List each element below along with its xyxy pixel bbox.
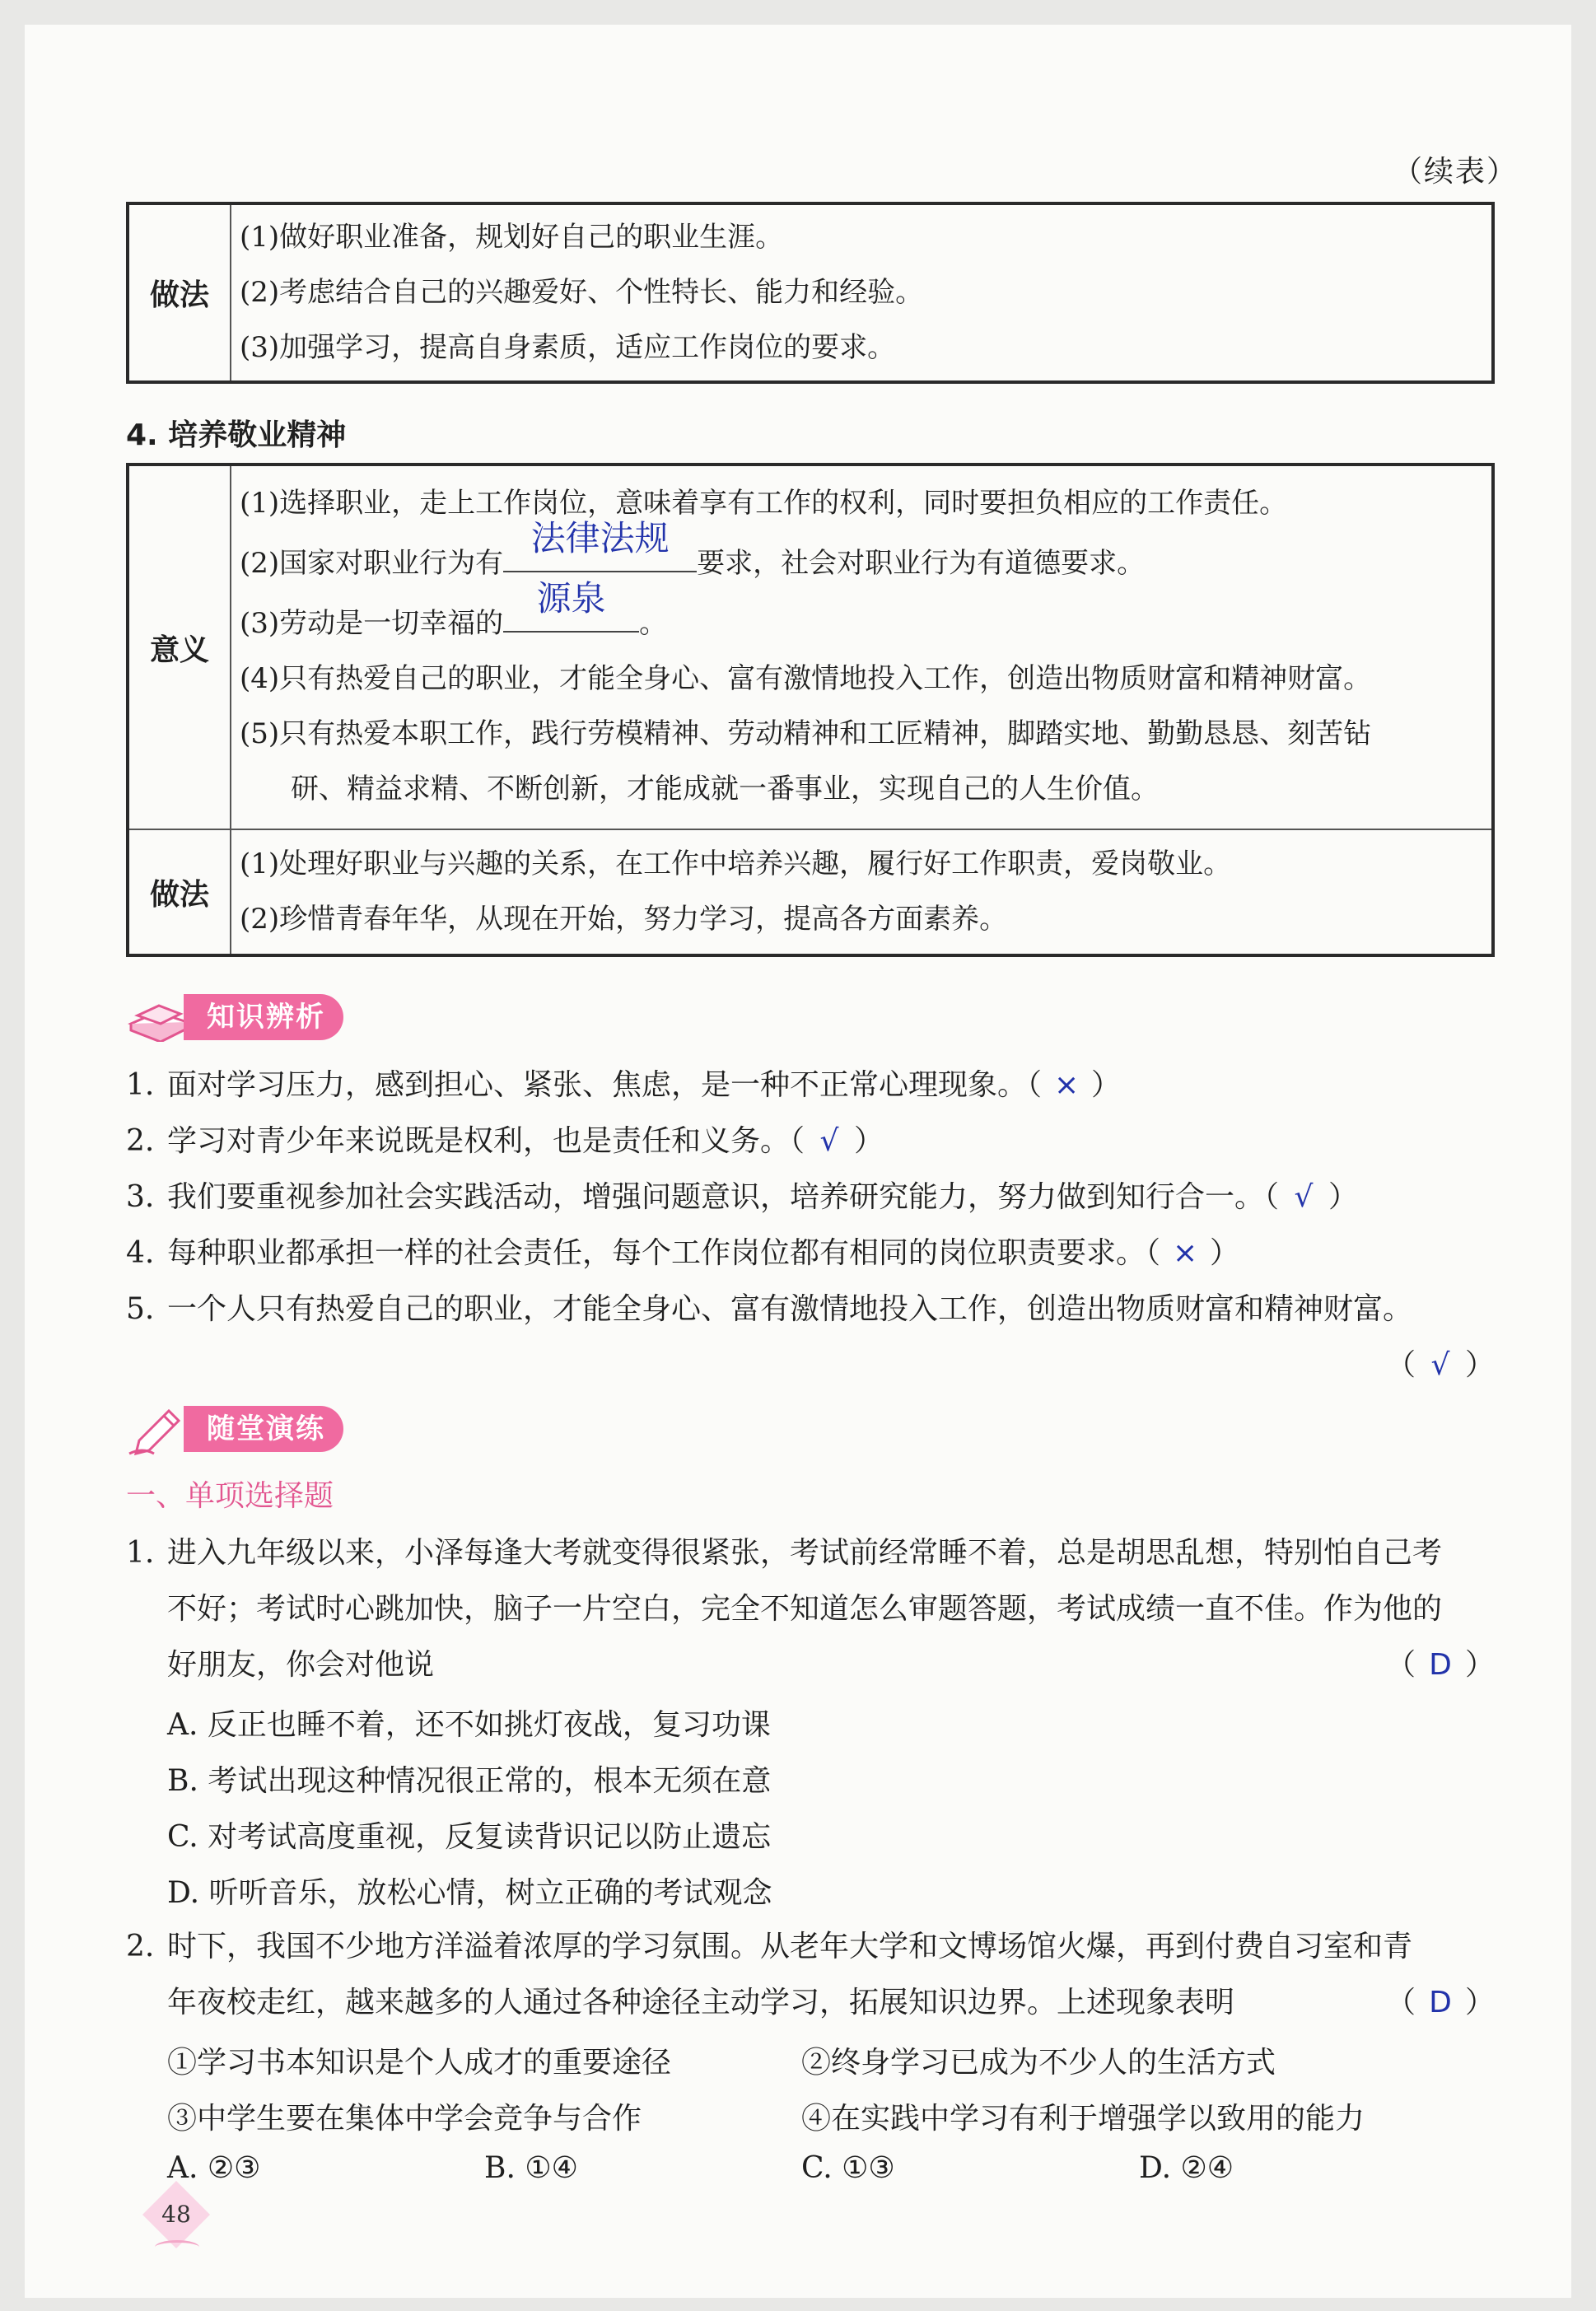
practice-item: (1)处理好职业与兴趣的关系，在工作中培养兴趣，履行好工作职责，爱岗敬业。: [240, 847, 1232, 880]
text: (3)劳动是一切幸福的: [240, 607, 504, 640]
option: B. 考试出现这种情况很正常的，根本无须在意: [167, 1764, 772, 1798]
item-text: 一个人只有热爱自己的职业，才能全身心、富有激情地投入工作，创造出物质财富和精神财富。: [167, 1292, 1413, 1326]
meaning-item-blank: [240, 578, 1491, 651]
meaning-item: (1)选择职业，走上工作岗位，意味着享有工作的权利，同时要担负相应的工作责任。: [240, 487, 1288, 520]
answer-mark: ×: [1172, 1236, 1198, 1270]
blank-answer: 法律法规: [530, 518, 670, 558]
practice-banner: [126, 1404, 343, 1454]
blank-answer: 源泉: [536, 578, 606, 619]
answer-mark: ×: [1053, 1068, 1080, 1102]
subsection-title: 一、单项选择题: [126, 1479, 334, 1513]
question-number: 1.: [126, 1536, 155, 1570]
badge-wave: [155, 2240, 199, 2254]
text: (2)国家对职业行为有: [240, 547, 504, 580]
meaning-item-cont: 研、精益求精、不断创新，才能成就一番事业，实现自己的人生价值。: [291, 773, 1159, 805]
banner-title: 随堂演练: [184, 1406, 343, 1452]
option: C. ①③: [801, 2151, 895, 2185]
practice-item: (3)加强学习，提高自身素质，适应工作岗位的要求。: [240, 331, 896, 364]
statement: ②终身学习已成为不少人的生活方式: [801, 2046, 1276, 2080]
question-1-line: 不好；考试时心跳加快，脑子一片空白，完全不知道怎么审题答题，考试成绩一直不佳。作为他的: [167, 1592, 1443, 1626]
judgment-item: 3. 我们要重视参加社会实践活动，增强问题意识，培养研究能力，努力做到知行合一。（ √ ）: [126, 1170, 1495, 1226]
item-number: 2.: [126, 1124, 155, 1158]
judgment-item: 4. 每种职业都承担一样的社会责任，每个工作岗位都有相同的岗位职责要求。（ × ）: [126, 1226, 1495, 1282]
item-number: 3.: [126, 1180, 155, 1214]
text: 要求，社会对职业行为有道德要求。: [697, 547, 1146, 580]
pencil-icon: [126, 1403, 192, 1455]
continued-label: （续表）: [1392, 155, 1518, 189]
answer-mark: D: [1429, 1648, 1452, 1682]
answer-bracket: （ D ）: [1386, 1975, 1495, 2031]
meaning-item-blank: [240, 518, 1491, 591]
knowledge-banner: [126, 992, 343, 1042]
fill-blank: [503, 518, 697, 572]
fill-blank: [503, 578, 639, 633]
page: [25, 25, 1571, 2298]
judgment-item: 1. 面对学习压力，感到担心、紧张、焦虑，是一种不正常心理现象。（ × ）: [126, 1057, 1495, 1113]
item-text: 面对学习压力，感到担心、紧张、焦虑，是一种不正常心理现象。: [167, 1068, 1028, 1102]
question-text: 进入九年级以来，小泽每逢大考就变得很紧张，考试前经常睡不着，总是胡思乱想，特别怕自己考: [167, 1536, 1443, 1570]
page-number: 48: [161, 2201, 191, 2228]
banner-title: 知识辨析: [184, 994, 343, 1040]
item-number: 5.: [126, 1292, 155, 1326]
answer-mark: √: [819, 1124, 839, 1158]
answer-bracket: （ D ）: [1386, 1637, 1495, 1693]
question-2-line: [126, 1919, 1495, 1975]
text: 。: [639, 607, 668, 640]
practice-item: (1)做好职业准备，规划好自己的职业生涯。: [240, 221, 784, 254]
option: D. ②④: [1139, 2151, 1234, 2185]
page-number-badge: [140, 2183, 214, 2257]
question-1-line: [126, 1525, 1495, 1581]
option: D. 听听音乐，放松心情，树立正确的考试观念: [167, 1876, 772, 1910]
question-text: 时下，我国不少地方洋溢着浓厚的学习氛围。从老年大学和文博场馆火爆，再到付费自习室和青: [167, 1930, 1413, 1963]
practice-item: (2)珍惜青春年华，从现在开始，努力学习，提高各方面素养。: [240, 903, 1008, 936]
question-1-line: [126, 1637, 1495, 1693]
practice-cell: [231, 829, 1493, 955]
item-text: 学习对青少年来说既是权利，也是责任和义务。: [167, 1124, 791, 1158]
meaning-cell: [231, 465, 1493, 829]
item-text: 每种职业都承担一样的社会责任，每个工作岗位都有相同的岗位职责要求。: [167, 1236, 1146, 1270]
answer-mark: √: [1430, 1348, 1450, 1382]
option: A. 反正也睡不着，还不如挑灯夜战，复习功课: [167, 1708, 771, 1742]
statement: ①学习书本知识是个人成才的重要途径: [167, 2046, 672, 2080]
item-text: 我们要重视参加社会实践活动，增强问题意识，培养研究能力，努力做到知行合一。: [167, 1180, 1265, 1214]
question-number: 2.: [126, 1930, 155, 1963]
section-title: 4. 培养敬业精神: [126, 418, 347, 452]
practice-table-1: [126, 202, 1495, 384]
practice-item: (2)考虑结合自己的兴趣爱好、个性特长、能力和经验。: [240, 276, 924, 309]
books-icon: [126, 992, 192, 1042]
judgment-item: [126, 1282, 1495, 1338]
row-header-practice: 做法: [128, 829, 231, 955]
meaning-item: (4)只有热爱自己的职业，才能全身心、富有激情地投入工作，创造出物质财富和精神财富。: [240, 662, 1372, 695]
meaning-item: (5)只有热爱本职工作，践行劳模精神、劳动精神和工匠精神，脚踏实地、勤勤恳恳、刻苦钻: [240, 717, 1372, 750]
question-text: 好朋友，你会对他说: [167, 1648, 435, 1682]
practice-cell: [231, 203, 1493, 382]
question-2-line: [126, 1975, 1495, 2031]
row-header-practice: 做法: [128, 203, 231, 382]
option: C. 对考试高度重视，反复读背识记以防止遗忘: [167, 1820, 772, 1854]
row-header-meaning: 意义: [128, 465, 231, 829]
answer-mark: D: [1429, 1986, 1452, 2019]
option: B. ①④: [484, 2151, 578, 2185]
answer-bracket: （ √ ）: [1386, 1338, 1495, 1394]
question-text: 年夜校走红，越来越多的人通过各种途径主动学习，拓展知识边界。上述现象表明: [167, 1986, 1235, 2019]
statement: ④在实践中学习有利于增强学以致用的能力: [801, 2102, 1365, 2136]
judgment-item: 2. 学习对青少年来说既是权利，也是责任和义务。（ √ ）: [126, 1113, 1495, 1170]
statement: ③中学生要在集体中学会竞争与合作: [167, 2102, 642, 2136]
item-number: 4.: [126, 1236, 155, 1270]
answer-mark: √: [1294, 1180, 1314, 1214]
dedication-table: [126, 463, 1495, 957]
item-number: 1.: [126, 1068, 155, 1102]
option: A. ②③: [167, 2151, 261, 2185]
